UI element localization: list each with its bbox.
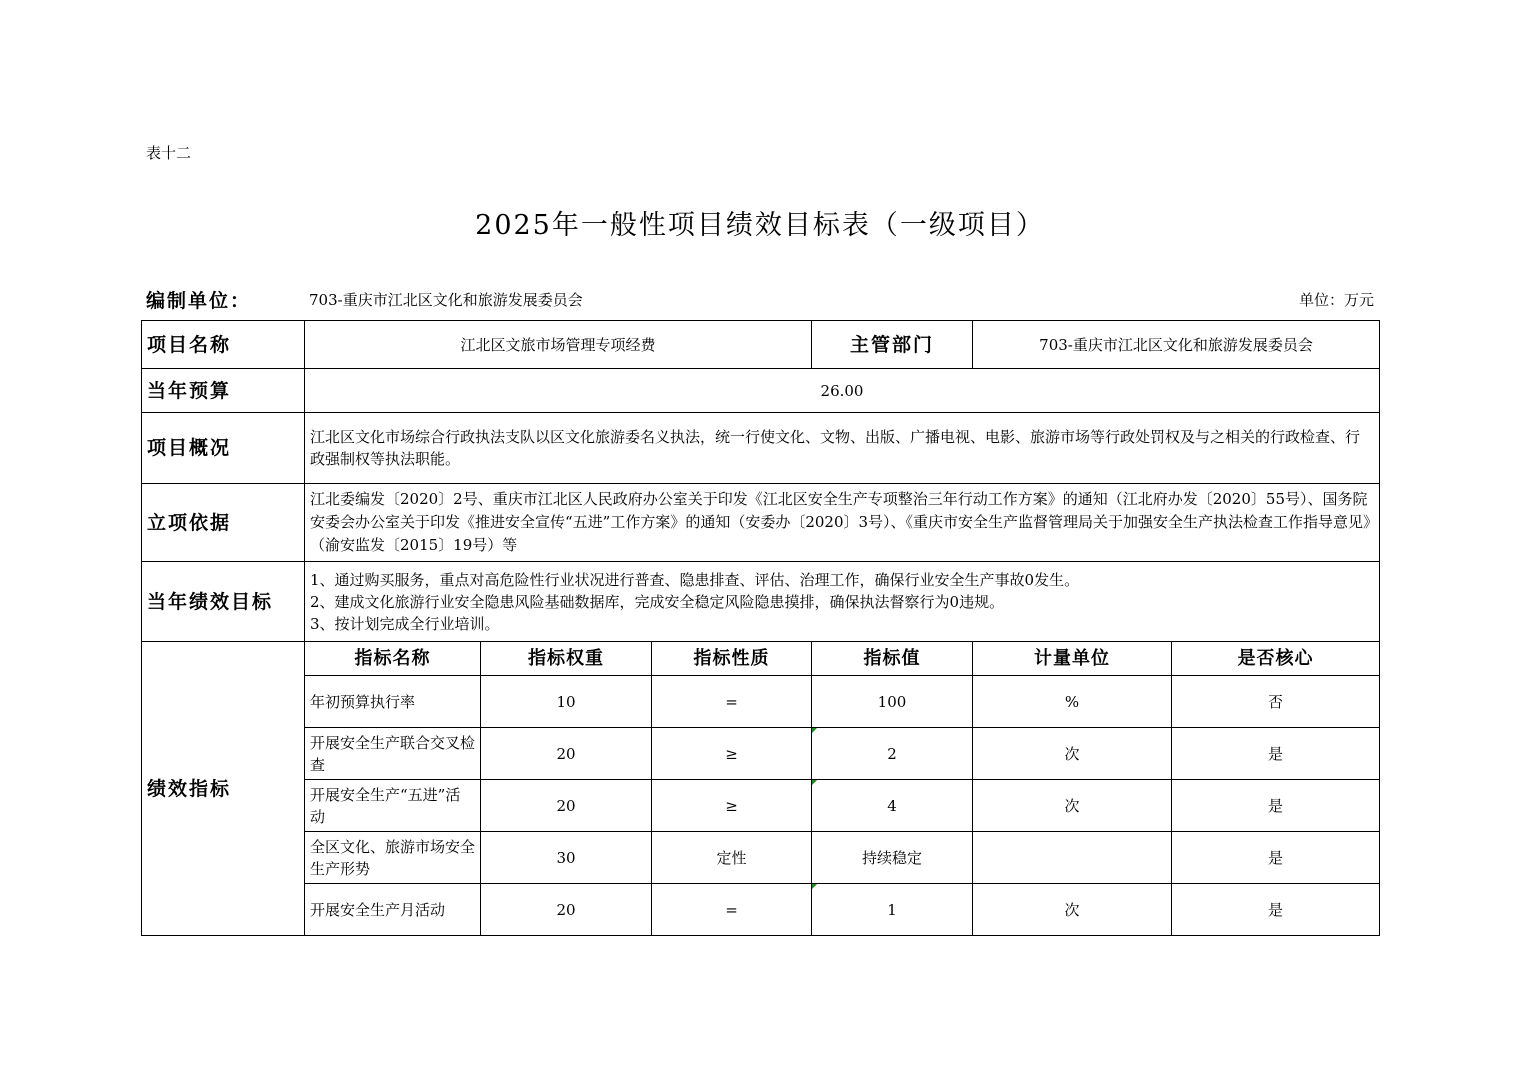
- indicator-core: 是: [1172, 832, 1380, 884]
- row-overview: [142, 413, 1380, 484]
- table-row: [142, 884, 1380, 936]
- org-value: 703-重庆市江北区文化和旅游发展委员会: [309, 291, 583, 309]
- indicator-value: 2: [812, 728, 973, 780]
- col-header-nature: 指标性质: [652, 642, 812, 676]
- basis-label: 立项依据: [142, 484, 305, 562]
- col-header-core: 是否核心: [1172, 642, 1380, 676]
- indicator-value: 1: [812, 884, 973, 936]
- col-header-unit: 计量单位: [973, 642, 1172, 676]
- indicator-unit: [973, 832, 1172, 884]
- indicator-core: 是: [1172, 780, 1380, 832]
- indicator-nature: =: [652, 676, 812, 728]
- row-project-name: [142, 321, 1380, 369]
- col-header-value: 指标值: [812, 642, 973, 676]
- indicator-weight: 20: [481, 728, 652, 780]
- row-basis: [142, 484, 1380, 562]
- table-row: [142, 832, 1380, 884]
- goal-item: 2、建成文化旅游行业安全隐患风险基础数据库，完成安全稳定风险隐患摸排，确保执法督察行为0违规。: [310, 592, 1005, 611]
- indicator-name: 全区文化、旅游市场安全生产形势: [305, 832, 481, 884]
- row-budget: [142, 369, 1380, 413]
- indicator-name: 年初预算执行率: [305, 676, 481, 728]
- indicator-unit: 次: [973, 884, 1172, 936]
- project-name-label: 项目名称: [142, 321, 305, 369]
- indicator-unit: 次: [973, 780, 1172, 832]
- row-goals: [142, 562, 1380, 642]
- dept-label: 主管部门: [812, 321, 973, 369]
- overview-value: 江北区文化市场综合行政执法支队以区文化旅游委名义执法，统一行使文化、文物、出版、广播电视、电影、旅游市场等行政处罚权及与之相关的行政检查、行政强制权等执法职能。: [305, 413, 1380, 484]
- budget-label: 当年预算: [142, 369, 305, 413]
- project-name-value: 江北区文旅市场管理专项经费: [305, 321, 812, 369]
- performance-table: [141, 320, 1380, 936]
- indicator-core: 否: [1172, 676, 1380, 728]
- col-header-name: 指标名称: [305, 642, 481, 676]
- indicator-name: 开展安全生产“五进”活动: [305, 780, 481, 832]
- indicator-unit: 次: [973, 728, 1172, 780]
- indicator-header-row: [142, 642, 1380, 676]
- indicator-value: 4: [812, 780, 973, 832]
- page-title: 2025年一般性项目绩效目标表（一级项目）: [475, 210, 1045, 241]
- table-row: [142, 728, 1380, 780]
- indicator-weight: 10: [481, 676, 652, 728]
- org-label: 编制单位：: [146, 290, 252, 312]
- indicator-weight: 20: [481, 884, 652, 936]
- dept-value: 703-重庆市江北区文化和旅游发展委员会: [973, 321, 1380, 369]
- indicator-nature: =: [652, 884, 812, 936]
- indicators-label: 绩效指标: [142, 642, 305, 936]
- unit-label: 单位：万元: [1298, 291, 1374, 309]
- indicator-value: 100: [812, 676, 973, 728]
- indicator-nature: 定性: [652, 832, 812, 884]
- indicator-name: 开展安全生产月活动: [305, 884, 481, 936]
- indicator-nature: ≥: [652, 780, 812, 832]
- goal-item: 3、按计划完成全行业培训。: [310, 614, 500, 633]
- indicator-unit: %: [973, 676, 1172, 728]
- indicator-nature: ≥: [652, 728, 812, 780]
- indicator-name: 开展安全生产联合交叉检查: [305, 728, 481, 780]
- indicator-value: 持续稳定: [812, 832, 973, 884]
- goal-label: 当年绩效目标: [142, 562, 305, 642]
- budget-value: 26.00: [305, 369, 1380, 413]
- basis-value: 江北委编发〔2020〕2号、重庆市江北区人民政府办公室关于印发《江北区安全生产专项整治三年行动工作方案》的通知（江北府办发〔2020〕55号）、国务院安委会办公室关于印发《推进安全宣传“五进”工作方案》的通知（安委办〔2020〕3号）、《重庆市安全生产监督管理局关于加强安全生产执法检查工作指导意见》（渝安监发〔2015〕19号）等: [305, 484, 1380, 562]
- col-header-weight: 指标权重: [481, 642, 652, 676]
- goals-cell: [305, 562, 1380, 642]
- table-row: [142, 780, 1380, 832]
- table-row: [142, 676, 1380, 728]
- overview-label: 项目概况: [142, 413, 305, 484]
- indicator-core: 是: [1172, 884, 1380, 936]
- indicator-weight: 20: [481, 780, 652, 832]
- table-number: 表十二: [146, 144, 192, 162]
- goal-item: 1、通过购买服务，重点对高危险性行业状况进行普查、隐患排查、评估、治理工作，确保行业安全生产事故0发生。: [310, 570, 1080, 589]
- indicator-core: 是: [1172, 728, 1380, 780]
- indicator-weight: 30: [481, 832, 652, 884]
